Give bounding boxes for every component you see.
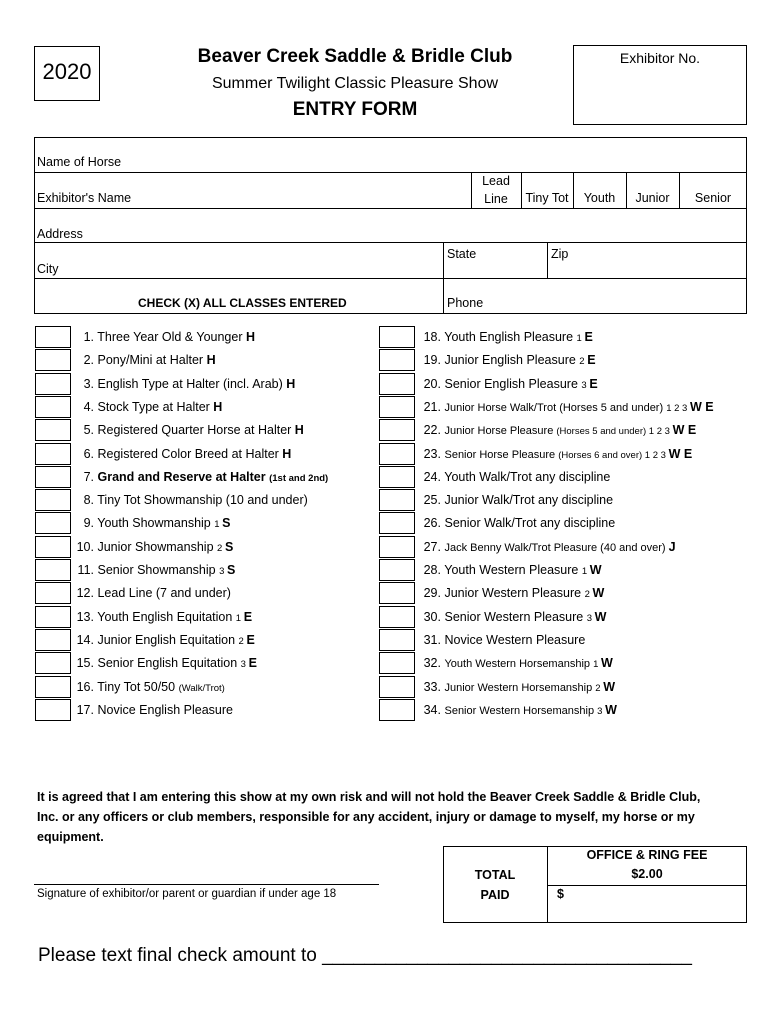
footer-text: Please text final check amount to ___________________________________ [38,945,692,966]
address-label: Address [37,227,83,241]
info-grid [34,137,747,314]
class-item-8: 8. Tiny Tot Showmanship (10 and under) [83,493,308,508]
division-lead-line[interactable]: Lead Line [482,174,510,206]
class-checkbox-26[interactable] [379,512,415,534]
class-checkbox-31[interactable] [379,629,415,651]
class-item-13: 13. Youth English Equitation 1 E [76,609,253,624]
class-item-30: 30. Senior Western Pleasure 3 W [423,609,607,624]
class-checkbox-30[interactable] [379,606,415,628]
class-checkbox-14[interactable] [35,629,71,651]
exhibitor-number-label: Exhibitor No. [619,50,701,66]
division-senior[interactable]: Senior [694,191,732,205]
phone-label: Phone [447,296,484,310]
class-item-23: 23. Senior Horse Pleasure (Horses 6 and over) 1 2 3 W E [423,446,693,461]
class-item-28: 28. Youth Western Pleasure 1 W [423,563,602,577]
total-paid-amount[interactable]: $ [557,887,564,901]
class-checkbox-17[interactable] [35,699,71,721]
class-item-19: 19. Junior English Pleasure 2 E [423,353,596,368]
class-item-14: 14. Junior English Equitation 2 E [76,632,255,647]
class-checkbox-28[interactable] [379,559,415,581]
class-checkbox-29[interactable] [379,582,415,604]
class-item-32: 32. Youth Western Horsemanship 1 W [423,656,613,671]
class-checkbox-32[interactable] [379,652,415,674]
class-item-16: 16. Tiny Tot 50/50 (Walk/Trot) [76,679,225,694]
class-item-17: 17. Novice English Pleasure [76,702,233,717]
signature-line[interactable] [34,884,379,885]
class-checkbox-12[interactable] [35,582,71,604]
class-checkbox-19[interactable] [379,349,415,371]
class-item-4: 4. Stock Type at Halter H [83,399,223,414]
class-item-18: 18. Youth English Pleasure 1 E [423,330,593,344]
class-checkbox-33[interactable] [379,676,415,698]
class-item-25: 25. Junior Walk/Trot any discipline [423,493,614,508]
form-title: ENTRY FORM [292,99,418,120]
class-item-15: 15. Senior English Equitation 3 E [76,656,257,671]
class-checkbox-34[interactable] [379,699,415,721]
show-name: Summer Twilight Classic Pleasure Show [211,75,499,92]
class-item-29: 29. Junior Western Pleasure 2 W [423,586,605,601]
class-checkbox-11[interactable] [35,559,71,581]
class-item-1: 1. Three Year Old & Younger H [83,330,256,344]
class-checkbox-13[interactable] [35,606,71,628]
class-checkbox-16[interactable] [35,676,71,698]
class-item-9: 9. Youth Showmanship 1 S [83,516,231,531]
division-youth[interactable]: Youth [583,191,616,205]
class-checkbox-23[interactable] [379,443,415,465]
class-checkbox-24[interactable] [379,466,415,488]
division-junior[interactable]: Junior [635,191,670,205]
class-item-10: 10. Junior Showmanship 2 S [76,539,234,554]
class-item-20: 20. Senior English Pleasure 3 E [423,376,598,391]
class-item-21: 21. Junior Horse Walk/Trot (Horses 5 and under) 1 2 3 W E [423,399,714,414]
class-checkbox-4[interactable] [35,396,71,418]
class-item-27: 27. Jack Benny Walk/Trot Pleasure (40 and over) J [423,539,676,554]
class-checkbox-25[interactable] [379,489,415,511]
class-checkbox-18[interactable] [379,326,415,348]
class-item-22: 22. Junior Horse Pleasure (Horses 5 and under) 1 2 3 W E [423,423,697,438]
club-name: Beaver Creek Saddle & Bridle Club [197,46,513,67]
division-tiny-tot[interactable]: Tiny Tot [525,191,569,205]
class-checkbox-3[interactable] [35,373,71,395]
class-checkbox-20[interactable] [379,373,415,395]
city-label: City [37,262,59,276]
signature-label: Signature of exhibitor/or parent or guardian if under age 18 [37,888,337,900]
class-checkbox-27[interactable] [379,536,415,558]
class-item-7: 7. Grand and Reserve at Halter (1st and 2nd) [83,469,329,484]
class-checkbox-22[interactable] [379,419,415,441]
class-checkbox-10[interactable] [35,536,71,558]
class-item-12: 12. Lead Line (7 and under) [76,586,231,601]
class-checkbox-1[interactable] [35,326,71,348]
state-label: State [447,247,477,261]
class-item-31: 31. Novice Western Pleasure [423,632,586,647]
class-item-34: 34. Senior Western Horsemanship 3 W [423,702,617,717]
agreement-text: It is agreed that I am entering this show at my own risk and will not hold the Beaver Creek Saddle & Bridle Club, Inc. or any officers or club members, responsible for any accident, injury or damage to myself, my horse or my equipment. [37,790,701,844]
class-item-11: 11. Senior Showmanship 3 S [77,563,236,577]
class-checkbox-21[interactable] [379,396,415,418]
zip-label: Zip [551,247,569,261]
class-checkbox-5[interactable] [35,419,71,441]
class-checkbox-9[interactable] [35,512,71,534]
name-of-horse-label: Name of Horse [37,155,122,169]
class-checkbox-6[interactable] [35,443,71,465]
year: 2020 [42,59,92,84]
exhibitor-name-label: Exhibitor's Name [37,191,132,205]
class-checkbox-8[interactable] [35,489,71,511]
check-instructions: CHECK (X) ALL CLASSES ENTERED [138,296,347,310]
class-item-33: 33. Junior Western Horsemanship 2 W [423,679,616,694]
class-item-26: 26. Senior Walk/Trot any discipline [423,516,616,531]
class-checkbox-2[interactable] [35,349,71,371]
class-checkbox-15[interactable] [35,652,71,674]
class-item-5: 5. Registered Quarter Horse at Halter H [83,423,304,438]
class-item-24: 24. Youth Walk/Trot any discipline [423,469,611,484]
total-paid-label: TOTAL PAID [474,868,516,902]
class-item-6: 6. Registered Color Breed at Halter H [83,446,292,461]
office-ring-fee: OFFICE & RING FEE $2.00 [586,848,708,881]
class-item-2: 2. Pony/Mini at Halter H [83,353,216,368]
class-item-3: 3. English Type at Halter (incl. Arab) H [83,376,296,391]
class-checkbox-7[interactable] [35,466,71,488]
